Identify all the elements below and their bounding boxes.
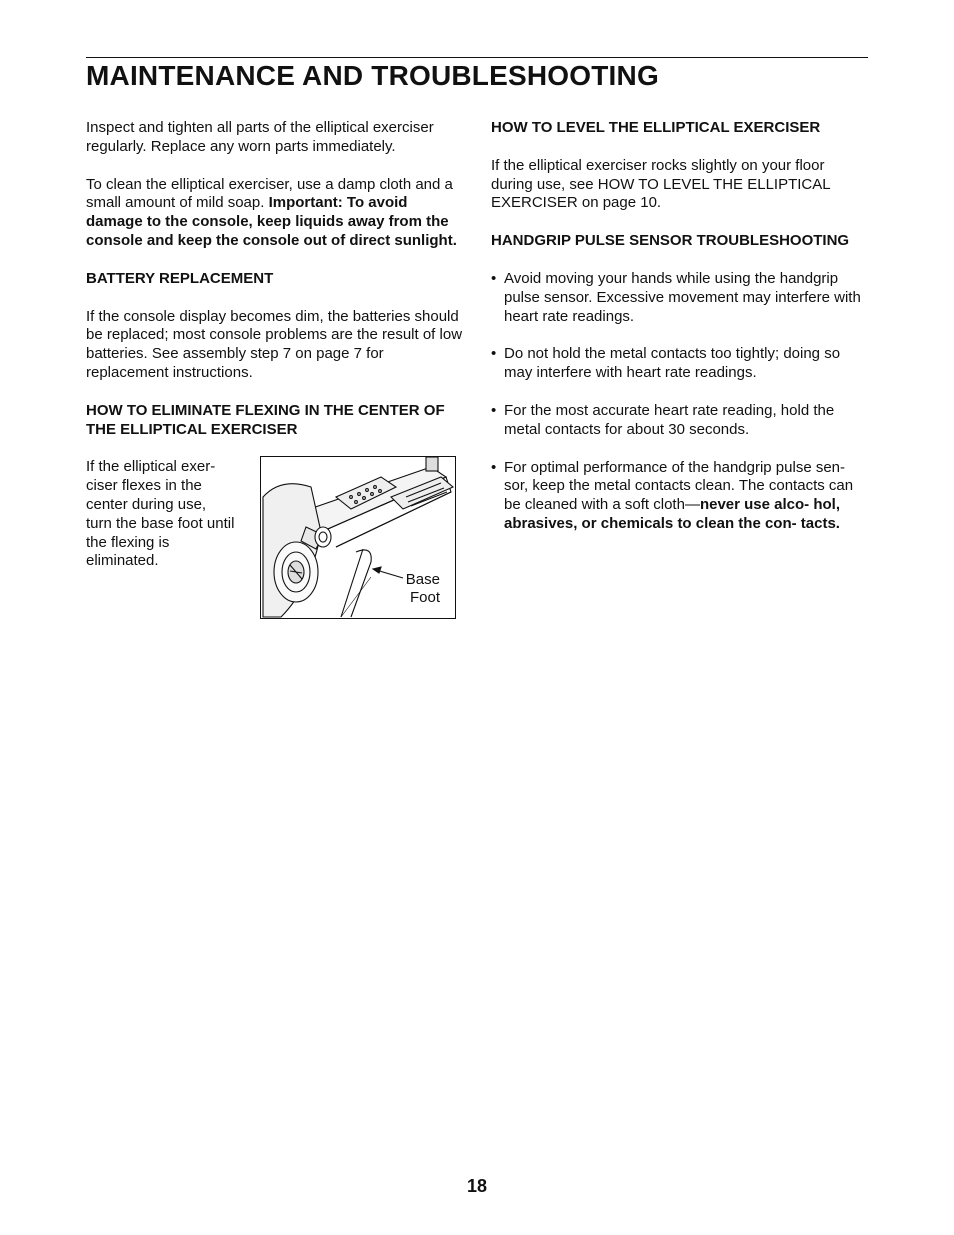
- base-foot-label: [404, 571, 440, 606]
- left-column: [86, 119, 466, 628]
- level-paragraph: If the elliptical exerciser rocks slightly on your floor during use, see HOW TO LEVEL THE ELLIPTICAL EXERCISER on page 10.: [491, 156, 831, 212]
- flexing-paragraph: If the elliptical exer- ciser flexes in the center during use, turn the base foot until the flexing is eliminated.: [86, 458, 235, 570]
- pulse-bullet-1-text: Avoid moving your hands while using the handgrip pulse sensor. Excessive movement may interfere with heart rate readings.: [504, 269, 861, 325]
- pulse-heading: HANDGRIP PULSE SENSOR TROUBLESHOOTING: [491, 232, 850, 250]
- base-foot-label-line1: Base: [405, 571, 440, 589]
- page-title: MAINTENANCE AND TROUBLESHOOTING: [86, 60, 659, 91]
- pulse-bullet-4: [491, 459, 867, 534]
- flexing-section: [86, 458, 466, 628]
- pulse-bullet-1: [491, 270, 867, 326]
- battery-paragraph: If the console display becomes dim, the batteries should be replaced; most console problems are the result of low batteries. See assembly step 7 on page 7 for replacement instructions.: [86, 307, 463, 381]
- bullet-dot: •: [491, 269, 497, 287]
- cleaning-text: To clean the elliptical exerciser, use a damp cloth and a small amount of mild soap.: [86, 175, 453, 212]
- pulse-bullet-2-text: Do not hold the metal contacts too tightly; doing so may interfere with heart rate readings.: [504, 345, 841, 382]
- battery-heading: BATTERY REPLACEMENT: [86, 269, 274, 287]
- bullet-dot: •: [491, 345, 497, 363]
- pulse-bullet-4-warning: never use alco- hol, abrasives, or chemicals to clean the con- tacts.: [504, 496, 840, 532]
- pulse-bullet-2: [491, 345, 867, 383]
- pulse-bullet-3-text: For the most accurate heart rate reading, hold the metal contacts for about 30 seconds.: [504, 401, 835, 438]
- base-foot-figure: [260, 456, 456, 619]
- cleaning-paragraph: [86, 176, 466, 251]
- right-column: [491, 119, 867, 553]
- header-rule: [86, 57, 868, 58]
- cleaning-warning: Important: To avoid damage to the console, keep liquids away from the console and keep the console out of direct sunlight.: [86, 194, 457, 249]
- inspect-paragraph: Inspect and tighten all parts of the elliptical exerciser regularly. Replace any worn parts immediately.: [86, 119, 434, 155]
- pulse-bullet-3: [491, 402, 867, 440]
- page-number: 18: [466, 1176, 488, 1196]
- flexing-heading: HOW TO ELIMINATE FLEXING IN THE CENTER OF THE ELLIPTICAL EXERCISER: [86, 401, 445, 438]
- level-heading: HOW TO LEVEL THE ELLIPTICAL EXERCISER: [491, 119, 821, 136]
- bullet-dot: •: [491, 458, 497, 476]
- bullet-dot: •: [491, 401, 497, 419]
- pulse-bullet-4-text: For optimal performance of the handgrip pulse sen- sor, keep the metal contacts clean. The contacts can be cleaned with a soft cloth—: [504, 458, 854, 514]
- base-foot-label-line2: Foot: [409, 588, 440, 606]
